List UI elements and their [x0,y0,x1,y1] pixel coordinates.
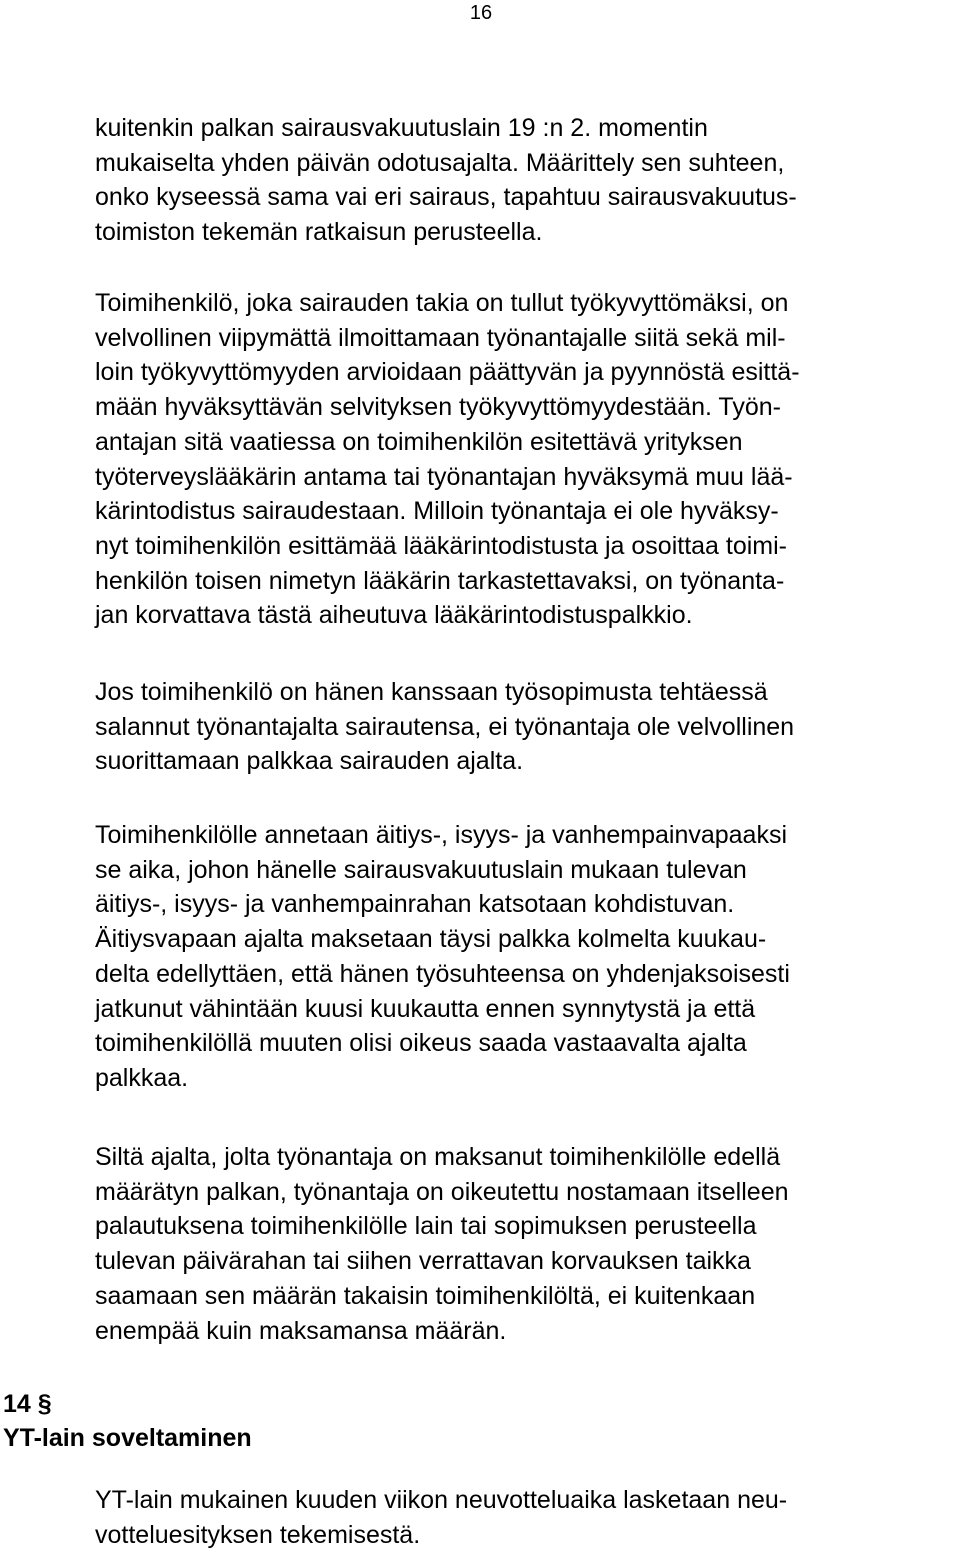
paragraph-family-leave [95,818,957,1096]
text-line: henkilön toisen nimetyn lääkärin tarkastettavaksi, on työnanta- [95,566,785,595]
text-line: velvollinen viipymättä ilmoittamaan työnantajalle siitä sekä mil- [95,323,786,352]
page-number: 16 [469,2,493,24]
paragraph-yt-law-negotiation [95,1483,957,1552]
text-line: tulevan päivärahan tai siihen verrattavan korvauksen taikka [95,1247,751,1276]
text-line: Toimihenkilö, joka sairauden takia on tullut työkyvyttömäksi, on [95,289,789,317]
text-line: enempää kuin maksamansa määrän. [95,1316,507,1345]
text-line: jan korvattava tästä aiheutuva lääkärintodistuspalkkio. [95,601,693,630]
text-line: mään hyväksyttävän selvityksen työkyvyttömyydestään. Työn- [95,393,781,422]
text-line: työterveyslääkärin antama tai työnantajan hyväksymä muu lää- [95,462,793,491]
text-line: mukaiselta yhden päivän odotusajalta. Määrittely sen suhteen, [95,148,785,177]
text-line: salannut työnantajalta sairautensa, ei työnantaja ole velvollinen [95,712,795,741]
section-title: YT-lain soveltaminen [3,1424,252,1452]
text-line: se aika, johon hänelle sairausvakuutuslain mukaan tulevan [95,855,747,884]
section-number-value: 14 [3,1390,31,1418]
text-line: onko kyseessä sama vai eri sairaus, tapahtuu sairausvakuutus- [95,183,797,212]
text-line: Jos toimihenkilö on hänen kanssaan työsopimusta tehtäessä [95,678,768,706]
text-line: äitiys-, isyys- ja vanhempainrahan katsotaan kohdistuvan. [95,890,735,919]
paragraph-concealed-illness [95,675,957,779]
section-symbol: § [37,1390,52,1418]
text-line: Siltä ajalta, jolta työnantaja on maksanut toimihenkilölle edellä [95,1143,781,1171]
text-line: toimiston tekemän ratkaisun perusteella. [95,218,543,247]
text-line: nyt toimihenkilön esittämää lääkärintodistusta ja osoittaa toimi- [95,531,788,560]
text-line: kuitenkin palkan sairausvakuutuslain 19 :n 2. momentin [95,114,708,142]
text-line: saamaan sen määrän takaisin toimihenkilöltä, ei kuitenkaan [95,1281,756,1310]
text-line: jatkunut vähintään kuusi kuukautta ennen synnytystä ja että [95,994,756,1023]
text-line: palkkaa. [95,1063,189,1092]
text-line: loin työkyvyttömyyden arvioidaan päättyvän ja pyynnöstä esittä- [95,358,800,387]
text-line: YT-lain mukainen kuuden viikon neuvotteluaika lasketaan neu- [95,1486,788,1514]
text-line: Äitiysvapaan ajalta maksetaan täysi palkka kolmelta kuukau- [95,925,767,954]
text-line: Toimihenkilölle annetaan äitiys-, isyys- ja vanhempainvapaaksi [95,821,788,849]
text-line: kärintodistus sairaudestaan. Milloin työnantaja ei ole hyväksy- [95,497,779,526]
text-line: määrätyn palkan, työnantaja on oikeutettu nostamaan itselleen [95,1177,789,1206]
text-line: palautuksena toimihenkilölle lain tai sopimuksen perusteella [95,1212,757,1241]
section-number [3,1387,52,1421]
text-line: antajan sitä vaatiessa on toimihenkilön esitettävä yrityksen [95,427,743,456]
paragraph-daily-allowance-recovery [95,1140,957,1348]
text-line: votteluesityksen tekemisestä. [95,1520,421,1549]
paragraph-sick-pay-waiting-period [95,111,957,250]
text-line: suorittamaan palkkaa sairauden ajalta. [95,747,524,776]
paragraph-incapacity-notification [95,286,957,633]
text-line: delta edellyttäen, että hänen työsuhteensa on yhdenjaksoisesti [95,959,790,988]
text-line: toimihenkilöllä muuten olisi oikeus saada vastaavalta ajalta [95,1029,747,1058]
